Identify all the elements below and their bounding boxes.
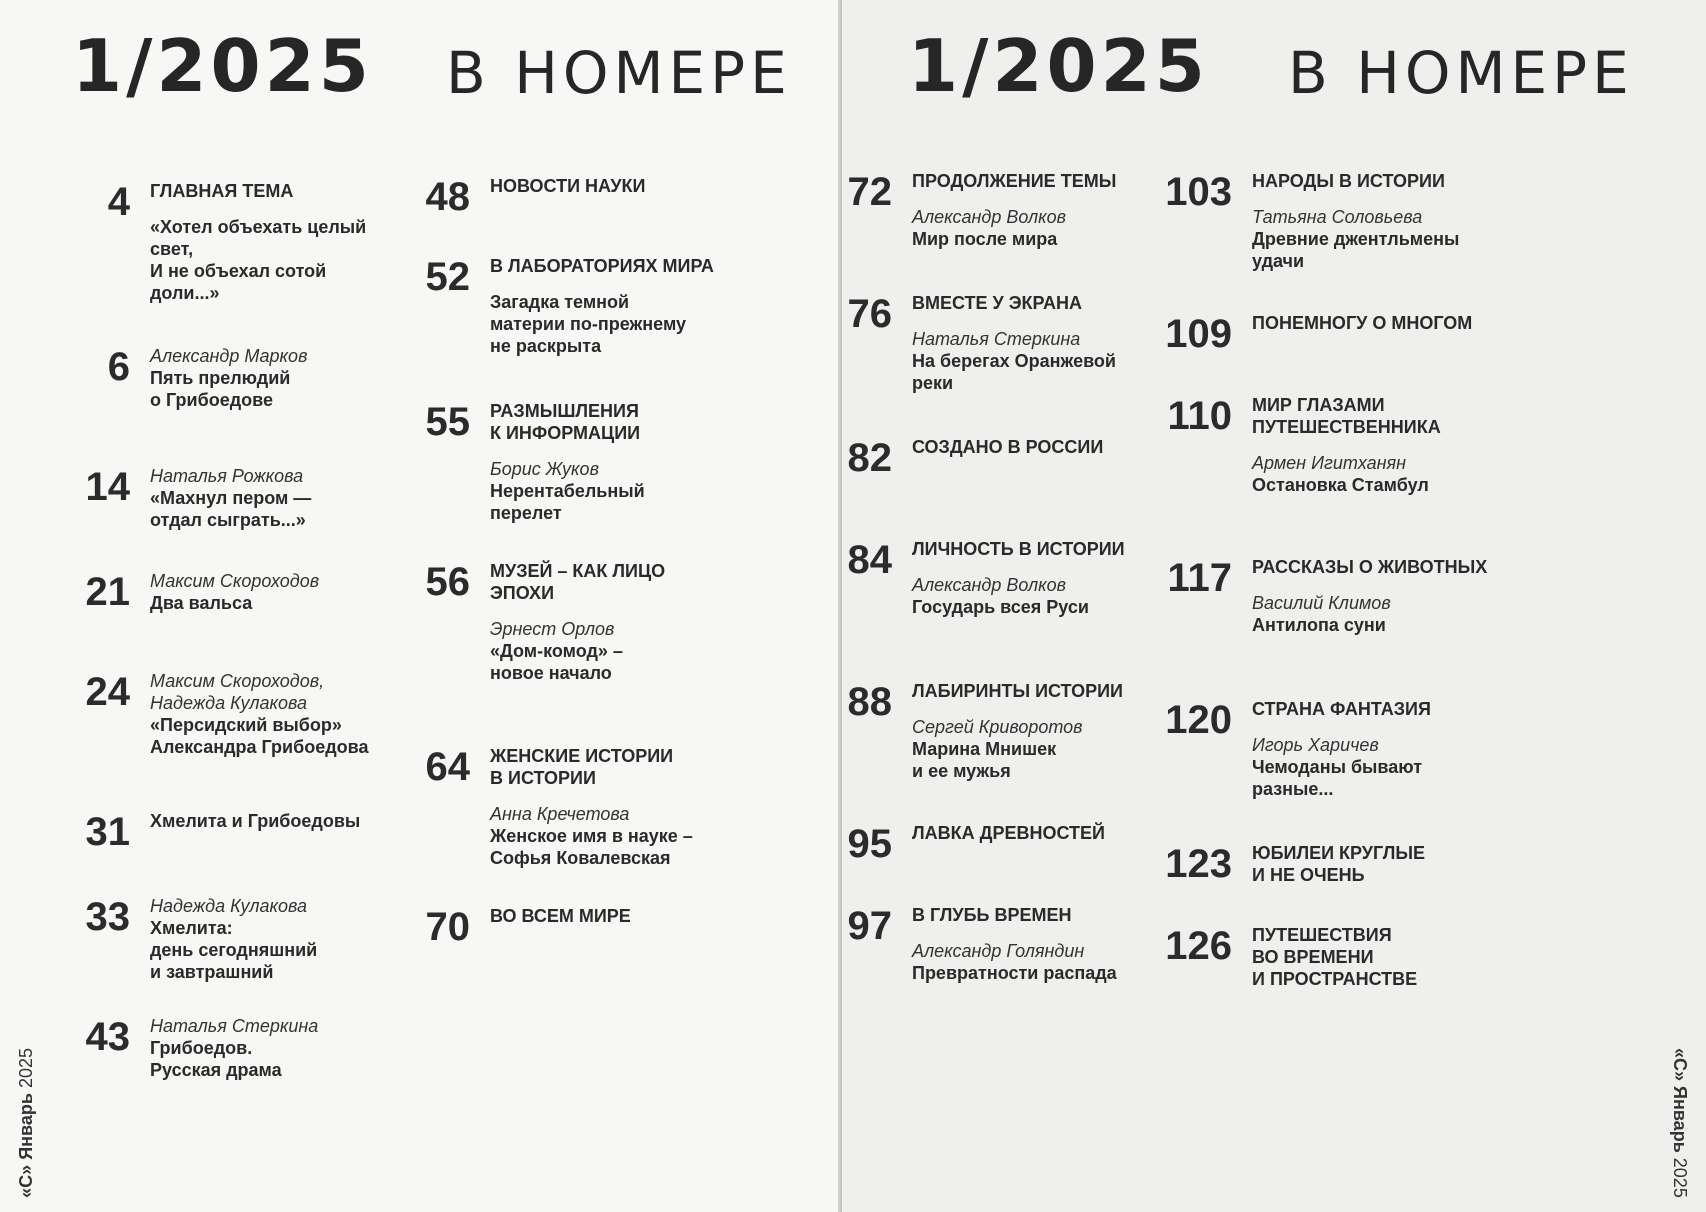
toc-page-number: 70	[425, 905, 470, 949]
toc-rubric: В ЛАБОРАТОРИЯХ МИРА	[490, 256, 714, 276]
toc-entry-body	[1252, 698, 1497, 800]
toc-author: Наталья Стеркина	[912, 329, 1081, 349]
toc-author: Василий Климов	[1252, 593, 1391, 613]
toc-author: Александр Голяндин	[912, 941, 1085, 961]
toc-article-title: «Хотел объехать целый свет, И не объехал сотой доли...»	[150, 217, 367, 303]
toc-author: Наталья Рожкова	[150, 466, 304, 486]
toc-rubric: ЛАБИРИНТЫ ИСТОРИИ	[912, 681, 1123, 701]
toc-entry-body	[490, 905, 735, 941]
toc-author: Эрнест Орлов	[490, 619, 615, 639]
contents-heading: В НОМЕРЕ	[1288, 39, 1634, 107]
toc-entry-body	[490, 400, 735, 524]
toc-page-number: 126	[1165, 924, 1232, 968]
magazine-mark: «С»	[16, 1164, 36, 1198]
toc-article-title: Древние джентльмены удачи	[1252, 229, 1460, 271]
footer-year: 2025	[16, 1048, 36, 1089]
toc-entry-body	[150, 810, 395, 832]
toc-entry-body	[912, 538, 1157, 618]
toc-article-title: Антилопа суни	[1252, 615, 1386, 635]
toc-entry-body	[490, 560, 735, 684]
toc-entry-body	[912, 436, 1157, 472]
toc-entry-body	[150, 345, 395, 411]
toc-entry-body	[1252, 556, 1497, 636]
toc-page-number: 48	[425, 175, 470, 219]
left-page	[0, 0, 842, 1212]
toc-article-title: Женское имя в науке – Софья Ковалевская	[490, 826, 693, 868]
toc-rubric: МИР ГЛАЗАМИ ПУТЕШЕСТВЕННИКА	[1252, 395, 1441, 437]
toc-page-number: 43	[85, 1015, 130, 1059]
toc-author: Борис Жуков	[490, 459, 599, 479]
toc-author: Александр Волков	[912, 575, 1067, 595]
toc-article-title: Превратности распада	[912, 963, 1117, 983]
toc-entry-body	[490, 745, 735, 869]
toc-author: Игорь Харичев	[1252, 735, 1379, 755]
toc-article-title: «Персидский выбор» Александра Грибоедова	[150, 715, 369, 757]
toc-entry-body	[912, 292, 1157, 394]
toc-page-number: 123	[1165, 842, 1232, 886]
right-page	[842, 0, 1706, 1212]
toc-page-number: 24	[85, 670, 130, 714]
toc-rubric: ЛАВКА ДРЕВНОСТЕЙ	[912, 823, 1105, 843]
footer-month: Январь	[1670, 1086, 1690, 1153]
toc-entry-body	[912, 904, 1157, 984]
toc-page-number: 31	[85, 810, 130, 854]
toc-page-number: 64	[425, 745, 470, 789]
page-footer	[1669, 1048, 1690, 1198]
toc-rubric: СОЗДАНО В РОССИИ	[912, 437, 1104, 457]
toc-page-number: 55	[425, 400, 470, 444]
toc-entry-body	[150, 895, 395, 983]
toc-article-title: Марина Мнишек и ее мужья	[912, 739, 1057, 781]
toc-page-number: 95	[847, 822, 892, 866]
toc-page-number: 21	[85, 570, 130, 614]
footer-month: Январь	[16, 1093, 36, 1160]
toc-entry-body	[150, 570, 395, 614]
toc-rubric: ЖЕНСКИЕ ИСТОРИИ В ИСТОРИИ	[490, 746, 674, 788]
toc-rubric: МУЗЕЙ – КАК ЛИЦО ЭПОХИ	[490, 561, 666, 603]
toc-article-title: «Дом-комод» – новое начало	[490, 641, 623, 683]
toc-rubric: РАССКАЗЫ О ЖИВОТНЫХ	[1252, 557, 1488, 577]
toc-page-number: 52	[425, 255, 470, 299]
toc-entry-body	[150, 1015, 395, 1081]
toc-page-number: 109	[1165, 312, 1232, 356]
page-footer	[16, 1048, 37, 1198]
toc-entry-body	[912, 680, 1157, 782]
toc-rubric: ЛИЧНОСТЬ В ИСТОРИИ	[912, 539, 1125, 559]
toc-entry-body	[1252, 842, 1497, 900]
toc-author: Максим Скороходов, Надежда Кулакова	[150, 671, 325, 713]
toc-rubric: ПУТЕШЕСТВИЯ ВО ВРЕМЕНИ И ПРОСТРАНСТВЕ	[1252, 925, 1418, 989]
toc-article-title: Хмелита и Грибоедовы	[150, 811, 361, 831]
toc-page-number: 103	[1165, 170, 1232, 214]
toc-entry-body	[1252, 170, 1497, 272]
toc-author: Александр Волков	[912, 207, 1067, 227]
toc-entry-body	[912, 170, 1157, 250]
toc-entry-body	[150, 180, 395, 304]
toc-page-number: 76	[847, 292, 892, 336]
toc-article-title: Нерентабельный перелет	[490, 481, 645, 523]
toc-page-number: 120	[1165, 698, 1232, 742]
magazine-mark: «С»	[1670, 1048, 1690, 1082]
toc-page-number: 110	[1167, 394, 1232, 438]
toc-article-title: Государь всея Руси	[912, 597, 1089, 617]
footer-year: 2025	[1670, 1157, 1690, 1198]
toc-page-number: 33	[85, 895, 130, 939]
toc-article-title: Грибоедов. Русская драма	[150, 1038, 282, 1080]
toc-article-title: Пять прелюдий о Грибоедове	[150, 368, 291, 410]
toc-entry-body	[150, 670, 395, 758]
toc-rubric: ПРОДОЛЖЕНИЕ ТЕМЫ	[912, 171, 1117, 191]
toc-rubric: ГЛАВНАЯ ТЕМА	[150, 181, 294, 201]
toc-article-title: На берегах Оранжевой реки	[912, 351, 1116, 393]
toc-rubric: СТРАНА ФАНТАЗИЯ	[1252, 699, 1431, 719]
toc-author: Александр Марков	[150, 346, 308, 366]
toc-rubric: ВМЕСТЕ У ЭКРАНА	[912, 293, 1082, 313]
toc-rubric: В ГЛУБЬ ВРЕМЕН	[912, 905, 1072, 925]
toc-rubric: ЮБИЛЕИ КРУГЛЫЕ И НЕ ОЧЕНЬ	[1252, 843, 1425, 885]
toc-page-number: 56	[425, 560, 470, 604]
toc-rubric: РАЗМЫШЛЕНИЯ К ИНФОРМАЦИИ	[490, 401, 641, 443]
toc-author: Анна Кречетова	[490, 804, 630, 824]
toc-entry-body	[1252, 394, 1497, 496]
toc-article-title: Два вальса	[150, 593, 253, 613]
toc-author: Надежда Кулакова	[150, 896, 307, 916]
toc-entry-body	[490, 255, 735, 357]
toc-rubric: ПОНЕМНОГУ О МНОГОМ	[1252, 313, 1473, 333]
toc-page-number: 117	[1167, 556, 1232, 600]
toc-page-number: 72	[847, 170, 892, 214]
toc-page-number: 14	[85, 465, 130, 509]
toc-page-number: 4	[107, 180, 130, 224]
toc-page-number: 97	[847, 904, 892, 948]
toc-entry-body	[912, 822, 1157, 858]
toc-page-number: 88	[847, 680, 892, 724]
toc-entry-body	[1252, 924, 1497, 1004]
toc-author: Сергей Криворотов	[912, 717, 1083, 737]
toc-author: Максим Скороходов	[150, 571, 320, 591]
issue-number: 1/2025	[72, 24, 373, 108]
toc-article-title: Загадка темной материи по-прежнему не раскрыта	[490, 292, 687, 356]
contents-heading: В НОМЕРЕ	[446, 39, 792, 107]
toc-entry-body	[490, 175, 735, 211]
toc-page-number: 6	[107, 345, 130, 389]
issue-number: 1/2025	[908, 24, 1209, 108]
toc-entry-body	[150, 465, 395, 531]
toc-rubric: ВО ВСЕМ МИРЕ	[490, 906, 631, 926]
toc-article-title: Чемоданы бывают разные...	[1252, 757, 1423, 799]
toc-page-number: 84	[847, 538, 892, 582]
toc-page-number: 82	[847, 436, 892, 480]
toc-author: Татьяна Соловьева	[1252, 207, 1423, 227]
toc-article-title: Остановка Стамбул	[1252, 475, 1429, 495]
toc-article-title: Хмелита: день сегодняшний и завтрашний	[150, 918, 318, 982]
toc-rubric: НОВОСТИ НАУКИ	[490, 176, 646, 196]
toc-article-title: Мир после мира	[912, 229, 1058, 249]
toc-entry-body	[1252, 312, 1497, 348]
toc-author: Армен Игитханян	[1252, 453, 1407, 473]
toc-author: Наталья Стеркина	[150, 1016, 319, 1036]
toc-rubric: НАРОДЫ В ИСТОРИИ	[1252, 171, 1445, 191]
toc-article-title: «Махнул пером — отдал сыграть...»	[150, 488, 312, 530]
